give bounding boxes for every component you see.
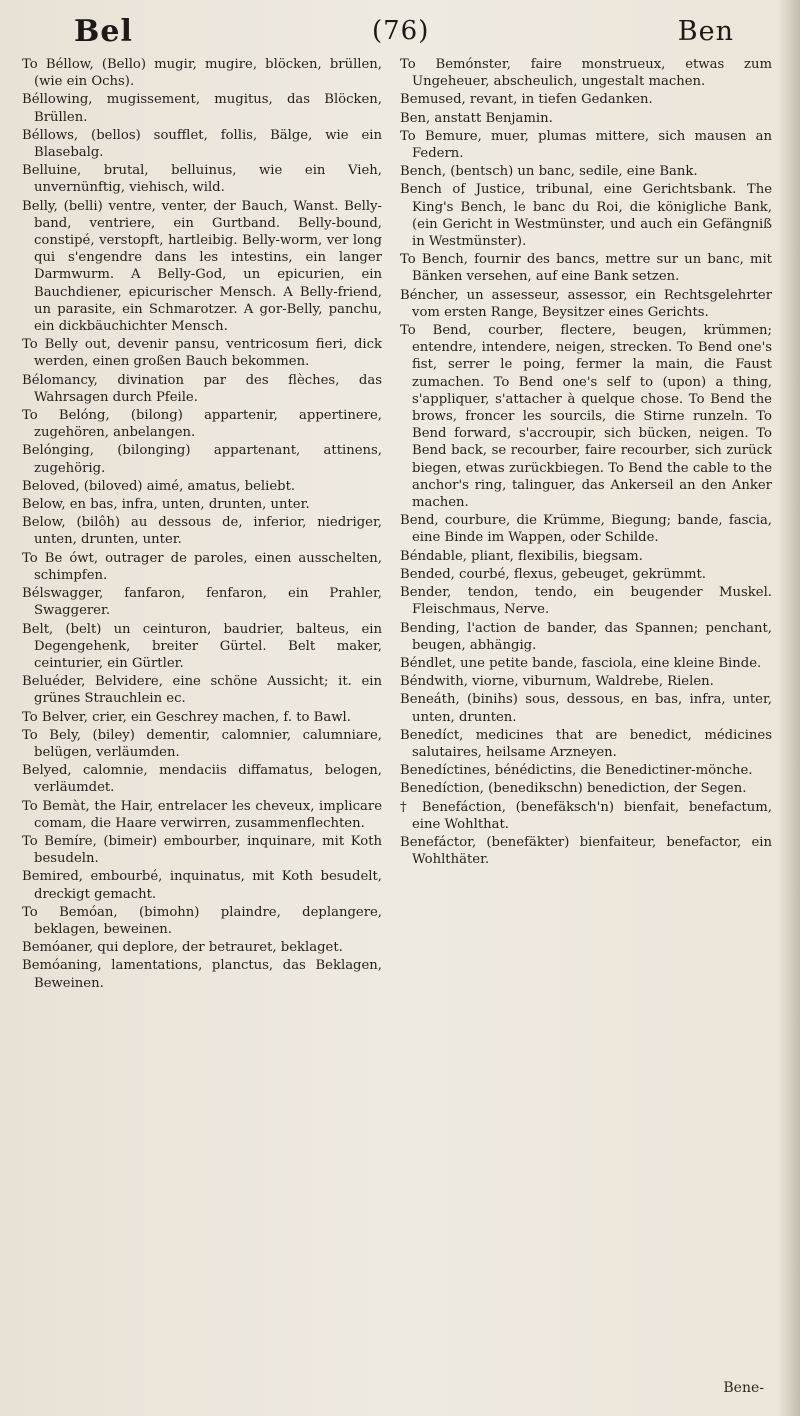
dictionary-entry: To Béllow, (Bello) mugir, mugire, blöcken, brüllen, (wie ein Ochs). bbox=[22, 57, 382, 90]
dictionary-entry: Béncher, un assesseur, assessor, ein Rechtsgelehrter vom ersten Range, Beysitzer eines Gerichts. bbox=[400, 287, 772, 320]
dictionary-entry: Beneáth, (binihs) sous, dessous, en bas, infra, unter, unten, drunten. bbox=[400, 692, 772, 725]
page-header bbox=[34, 14, 764, 54]
page-number: (76) bbox=[372, 16, 430, 46]
dictionary-entry: Bemóaning, lamentations, planctus, das Beklagen, Beweinen. bbox=[22, 958, 382, 991]
dictionary-entry: † Benefáction, (benefäksch'n) bienfait, benefactum, eine Wohlthat. bbox=[400, 799, 772, 832]
dictionary-entry: Benedíctines, bénédictins, die Benedictiner-mönche. bbox=[400, 763, 753, 779]
dictionary-entry: Bench, (bentsch) un banc, sedile, eine Bank. bbox=[400, 164, 698, 180]
dictionary-entry: Belt, (belt) un ceinturon, baudrier, balteus, ein Degengehenk, breiter Gürtel. Belt maker, ceinturier, ein Gürtler. bbox=[22, 621, 382, 671]
dictionary-entry: Belly, (belli) ventre, venter, der Bauch, Wanst. Belly-band, ventriere, ein Gurtband. Belly-bound, constipé, verstopft, hartleibig. Belly-worm, ver long qui s'engendre dans les intestins, ein langer Darmwurm. A Belly-God, un epicurien, ein Bauchdiener, epicurischer Mensch. A Belly-friend, un parasite, ein Schmarotzer. A gor-Belly, panchu, ein dickbäuchichter Mensch. bbox=[22, 198, 382, 335]
dictionary-entry: To Bemóan, (bimohn) plaindre, deplangere, beklagen, beweinen. bbox=[22, 904, 382, 937]
dictionary-entry: Béndlet, une petite bande, fasciola, eine kleine Binde. bbox=[400, 655, 762, 671]
dictionary-entry: Belyed, calomnie, mendaciis diffamatus, belogen, verläumdet. bbox=[22, 763, 382, 796]
dictionary-entry: To Bemure, muer, plumas mittere, sich mausen an Federn. bbox=[400, 128, 772, 162]
dictionary-entry: Bemused, revant, in tiefen Gedanken. bbox=[400, 92, 653, 108]
header-right-guide-word: Ben bbox=[677, 16, 734, 47]
dictionary-entry: To Bemónster, faire monstrueux, etwas zum Ungeheuer, abscheulich, ungestalt machen. bbox=[400, 57, 772, 90]
header-left-guide-word: Bel bbox=[74, 14, 133, 49]
dictionary-entry: Bend, courbure, die Krümme, Biegung; bande, fascia, eine Binde im Wappen, oder Schilde. bbox=[400, 513, 772, 546]
left-column bbox=[22, 56, 382, 1396]
right-column bbox=[400, 56, 772, 1396]
dictionary-entry: To Bemàt, the Hair, entrelacer les cheveux, implicare comam, die Haare verwirren, zusammenflechten. bbox=[22, 798, 382, 831]
dictionary-entry: Beloved, (biloved) aimé, amatus, beliebt. bbox=[22, 478, 296, 494]
dictionary-entry: Ben, anstatt Benjamin. bbox=[400, 110, 553, 126]
dictionary-entry: Béllowing, mugissement, mugitus, das Blöcken, Brüllen. bbox=[22, 92, 382, 125]
dictionary-entry: To Belver, crier, ein Geschrey machen, f. to Bawl. bbox=[22, 709, 351, 725]
dictionary-entry: Bended, courbé, flexus, gebeuget, gekrümmt. bbox=[400, 566, 706, 582]
dictionary-entry: To Belly out, devenir pansu, ventricosum fieri, dick werden, einen großen Bauch bekommen. bbox=[22, 337, 382, 370]
dictionary-entry: Below, (bilôh) au dessous de, inferior, niedriger, unten, drunten, unter. bbox=[22, 515, 382, 548]
dictionary-entry: Bender, tendon, tendo, ein beugender Muskel. Fleischmaus, Nerve. bbox=[400, 585, 772, 618]
dictionary-entry: To Be ówt, outrager de paroles, einen ausschelten, schimpfen. bbox=[22, 550, 382, 583]
dictionary-entry: Bélomancy, divination par des flèches, das Wahrsagen durch Pfeile. bbox=[22, 372, 382, 405]
dictionary-entry: Benedíct, medicines that are benedict, médicines salutaires, heilsame Arzneyen. bbox=[400, 727, 772, 760]
catchword: Bene- bbox=[723, 1380, 764, 1396]
dictionary-entry: Béllows, (bellos) soufflet, follis, Bälge, wie ein Blasebalg. bbox=[22, 127, 382, 161]
dictionary-entry: Bemóaner, qui deplore, der betrauret, beklaget. bbox=[22, 940, 343, 956]
dictionary-entry: To Belóng, (bilong) appartenir, appertinere, zugehören, anbelangen. bbox=[22, 408, 382, 441]
dictionary-entry: Bemired, embourbé, inquinatus, mit Koth besudelt, dreckigt gemacht. bbox=[22, 869, 382, 902]
dictionary-entry: To Bemíre, (bimeir) embourber, inquinare, mit Koth besudeln. bbox=[22, 833, 382, 867]
dictionary-entry: Béndwith, viorne, viburnum, Waldrebe, Rielen. bbox=[400, 674, 714, 690]
dictionary-entry: Benedíction, (benedikschn) benediction, der Segen. bbox=[400, 781, 747, 797]
dictionary-entry: To Bely, (biley) dementir, calomnier, calumniare, belügen, verläumden. bbox=[22, 727, 382, 760]
dictionary-entry: Béndable, pliant, flexibilis, biegsam. bbox=[400, 548, 643, 564]
dictionary-entry: Beluéder, Belvidere, eine schöne Aussicht; it. ein grünes Strauchlein ec. bbox=[22, 674, 382, 707]
dictionary-entry: Bending, l'action de bander, das Spannen; penchant, beugen, abhängig. bbox=[400, 620, 772, 653]
dictionary-entry: Below, en bas, infra, unten, drunten, unter. bbox=[22, 497, 310, 513]
dictionary-entry: Benefáctor, (benefäkter) bienfaiteur, benefactor, ein Wohlthäter. bbox=[400, 834, 772, 868]
dictionary-entry: Bélswagger, fanfaron, fenfaron, ein Prahler, Swaggerer. bbox=[22, 586, 382, 619]
dictionary-entry: Belónging, (bilonging) appartenant, attinens, zugehörig. bbox=[22, 443, 382, 476]
dictionary-entry: To Bench, fournir des bancs, mettre sur un banc, mit Bänken versehen, auf eine Bank setzen. bbox=[400, 252, 772, 285]
page-edge-shadow bbox=[778, 0, 800, 1416]
dictionary-entry: To Bend, courber, flectere, beugen, krümmen; entendre, intendere, neigen, strecken. To Bend one's fist, serrer le poing, fermer la main, die Faust zumachen. To Bend one's self to (upon) a thing, s'appliquer, s'attacher à quelque chose. To Bend the brows, froncer les sourcils, die Stirne runzeln. To Bend forward, s'accroupir, sich bücken, neigen. To Bend back, se recourber, faire recourber, sich zurück biegen, etwas zurückbiegen. To Bend the cable to the anchor's ring, talinguer, das Ankerseil an den Anker machen. bbox=[400, 323, 772, 511]
dictionary-entry: Bench of Justice, tribunal, eine Gerichtsbank. The King's Bench, le banc du Roi, die königliche Bank, (ein Gericht in Westmünster, und auch ein Gefängniß in Westmünster). bbox=[400, 182, 772, 250]
dictionary-entry: Belluine, brutal, belluinus, wie ein Vieh, unvernünftig, viehisch, wild. bbox=[22, 163, 382, 196]
